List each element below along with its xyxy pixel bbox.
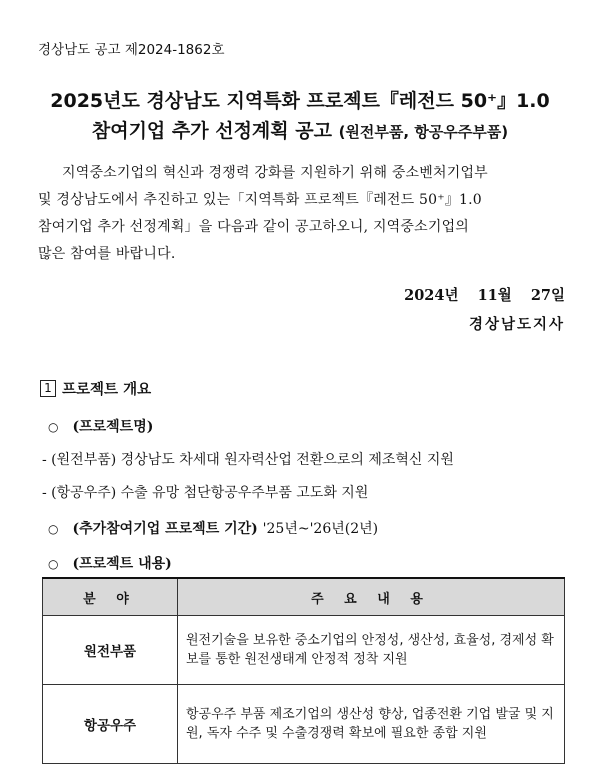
intro-line: 참여기업 추가 선정계획」을 다음과 같이 공고하오니, 지역중소기업의 [38, 219, 470, 235]
circle-bullet-icon: ○ [48, 557, 59, 571]
title-line-2-main: 참여기업 추가 선정계획 공고 [91, 120, 332, 142]
bullet-project-name [48, 416, 153, 436]
table-cell-field: 항공우주 [43, 685, 178, 764]
title-line-2-sub: (원전부품, 항공우주부품) [338, 123, 509, 141]
bullet-label: (프로젝트명) [72, 419, 154, 435]
bullet-project-period [48, 518, 378, 538]
circle-bullet-icon: ○ [48, 522, 59, 536]
project-period-value: '25년~'26년(2년) [262, 521, 379, 537]
table-header-row [43, 578, 565, 616]
table-cell-field: 원전부품 [43, 616, 178, 685]
intro-line: 지역중소기업의 혁신과 경쟁력 강화를 지원하기 위해 중소벤처기업부 [62, 165, 488, 181]
title-line-2 [0, 116, 600, 143]
issuer: 경상남도지사 [468, 316, 565, 333]
table-header-content: 주 요 내 용 [178, 578, 565, 616]
date-month: 11월 [477, 287, 512, 304]
table-row [43, 685, 565, 764]
date-year: 2024년 [404, 287, 459, 304]
bullet-project-content [48, 553, 172, 573]
bullet-label: (추가참여기업 프로젝트 기간) [72, 521, 258, 537]
bullet-label: (프로젝트 내용) [72, 556, 172, 572]
table-cell-content: 원전기술을 보유한 중소기업의 안정성, 생산성, 효율성, 경제성 확보를 통한 원전생태계 안정적 정착 지원 [178, 616, 565, 685]
project-item: - (원전부품) 경상남도 차세대 원자력산업 전환으로의 제조혁신 지원 [42, 452, 454, 468]
intro-line: 많은 참여를 바랍니다. [38, 246, 176, 262]
notice-number: 경상남도 공고 제2024-1862호 [38, 42, 225, 58]
table-header-field: 분 야 [43, 578, 178, 616]
section-number-box: 1 [40, 380, 56, 397]
announcement-date [390, 284, 565, 305]
project-item: - (항공우주) 수출 유망 첨단항공우주부품 고도화 지원 [42, 485, 369, 501]
title-line-1: 2025년도 경상남도 지역특화 프로젝트『레전드 50⁺』1.0 [50, 90, 550, 112]
circle-bullet-icon: ○ [48, 420, 59, 434]
project-content-table [42, 577, 565, 764]
intro-line: 및 경상남도에서 추진하고 있는「지역특화 프로젝트『레전드 50⁺』1.0 [38, 192, 482, 208]
table-row [43, 616, 565, 685]
table-cell-content: 항공우주 부품 제조기업의 생산성 향상, 업종전환 기업 발굴 및 지원, 독자 수주 및 수출경쟁력 확보에 필요한 종합 지원 [178, 685, 565, 764]
date-day: 27일 [530, 287, 565, 304]
intro-paragraph [38, 160, 566, 268]
section-title: 프로젝트 개요 [62, 382, 152, 398]
